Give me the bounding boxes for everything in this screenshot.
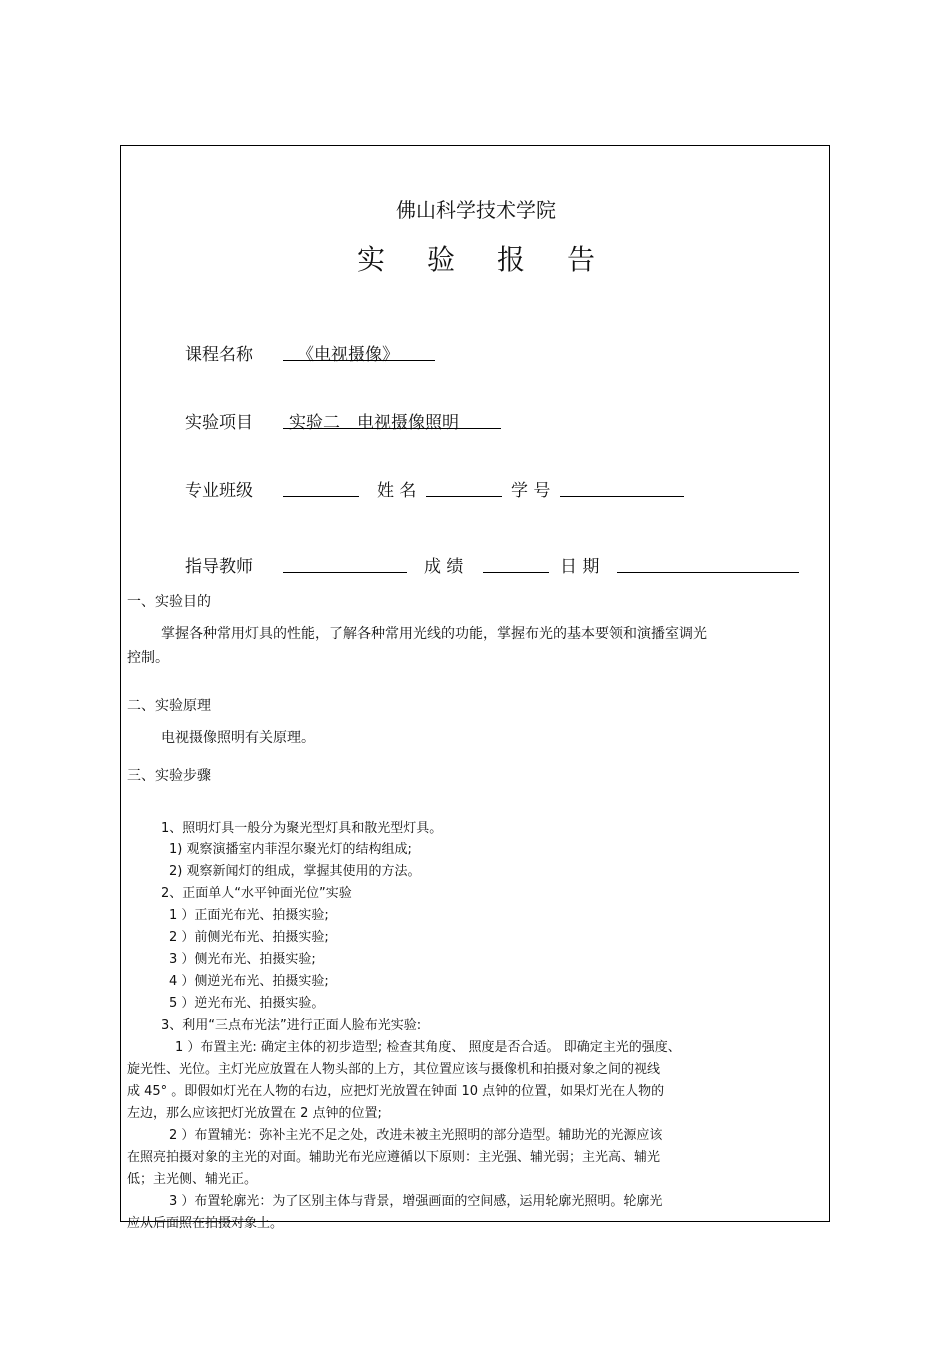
step-line: 低；主光侧、辅光正。 <box>127 1172 258 1187</box>
course-value: 《电视摄像》 <box>297 345 399 365</box>
step-line: 4 ）侧逆光布光、拍摄实验; <box>169 974 329 989</box>
course-underline <box>283 360 435 361</box>
grade-underline <box>483 572 549 573</box>
step-line: 左边，那么应该把灯光放置在 2 点钟的位置; <box>127 1106 382 1121</box>
step-line: 2 ）布置辅光：弥补主光不足之处，改进未被主光照明的部分造型。辅助光的光源应该 <box>169 1128 663 1143</box>
step-line: 2) 观察新闻灯的组成，掌握其使用的方法。 <box>169 864 421 879</box>
step-line: 应从后面照在拍摄对象上。 <box>127 1216 284 1231</box>
step-line: 2、正面单人“水平钟面光位”实验 <box>161 886 352 901</box>
step-line: 3 ）布置轮廓光：为了区别主体与背景，增强画面的空间感，运用轮廓光照明。轮廓光 <box>169 1194 663 1209</box>
section2-text: 电视摄像照明有关原理。 <box>161 730 315 746</box>
section3-heading: 三、实验步骤 <box>127 768 211 784</box>
section1-text-line2: 控制。 <box>127 650 169 666</box>
name-underline <box>426 496 502 497</box>
step-line: 成 45° 。即假如灯光在人物的右边，应把灯光放置在钟面 10 点钟的位置，如果灯光在人物的 <box>127 1084 665 1099</box>
section1-heading: 一、实验目的 <box>127 594 211 610</box>
step-line: 1 ）布置主光: 确定主体的初步造型; 检查其角度、 照度是否合适。 即确定主光的强度、 <box>175 1040 681 1055</box>
name-label: 姓 名 <box>377 481 417 501</box>
project-value: 实验二 电视摄像照明 <box>289 413 459 433</box>
step-line: 3、利用“三点布光法”进行正面人脸布光实验: <box>161 1018 422 1033</box>
id-label: 学 号 <box>511 481 551 501</box>
step-line: 1) 观察演播室内菲涅尔聚光灯的结构组成; <box>169 842 412 857</box>
report-title: 实验报告 <box>356 243 637 276</box>
section2-heading: 二、实验原理 <box>127 698 211 714</box>
major-underline <box>283 496 359 497</box>
teacher-underline <box>283 572 407 573</box>
course-label: 课程名称 <box>185 345 253 365</box>
section1-text-line1: 掌握各种常用灯具的性能，了解各种常用光线的功能，掌握布光的基本要领和演播室调光 <box>161 626 707 642</box>
report-frame <box>120 145 830 1231</box>
teacher-label: 指导教师 <box>185 557 253 577</box>
date-underline <box>617 572 799 573</box>
grade-label: 成 绩 <box>424 557 464 577</box>
school-name: 佛山科学技术学院 <box>396 198 556 222</box>
step-line: 在照亮拍摄对象的主光的对面。辅助光布光应遵循以下原则：主光强、辅光弱；主光高、辅光 <box>127 1150 661 1165</box>
date-label: 日 期 <box>560 557 600 577</box>
id-underline <box>560 496 684 497</box>
step-line: 3 ）侧光布光、拍摄实验; <box>169 952 316 967</box>
project-label: 实验项目 <box>185 413 253 433</box>
step-line: 5 ）逆光布光、拍摄实验。 <box>169 996 325 1011</box>
project-underline <box>283 428 501 429</box>
step-line: 1 ）正面光布光、拍摄实验; <box>169 908 329 923</box>
step-line: 旋光性、光位。主灯光应放置在人物头部的上方，其位置应该与摄像机和拍摄对象之间的视线 <box>127 1062 661 1077</box>
major-label: 专业班级 <box>185 481 253 501</box>
step-line: 1、照明灯具一般分为聚光型灯具和散光型灯具。 <box>161 821 443 836</box>
step-line: 2 ）前侧光布光、拍摄实验; <box>169 930 329 945</box>
